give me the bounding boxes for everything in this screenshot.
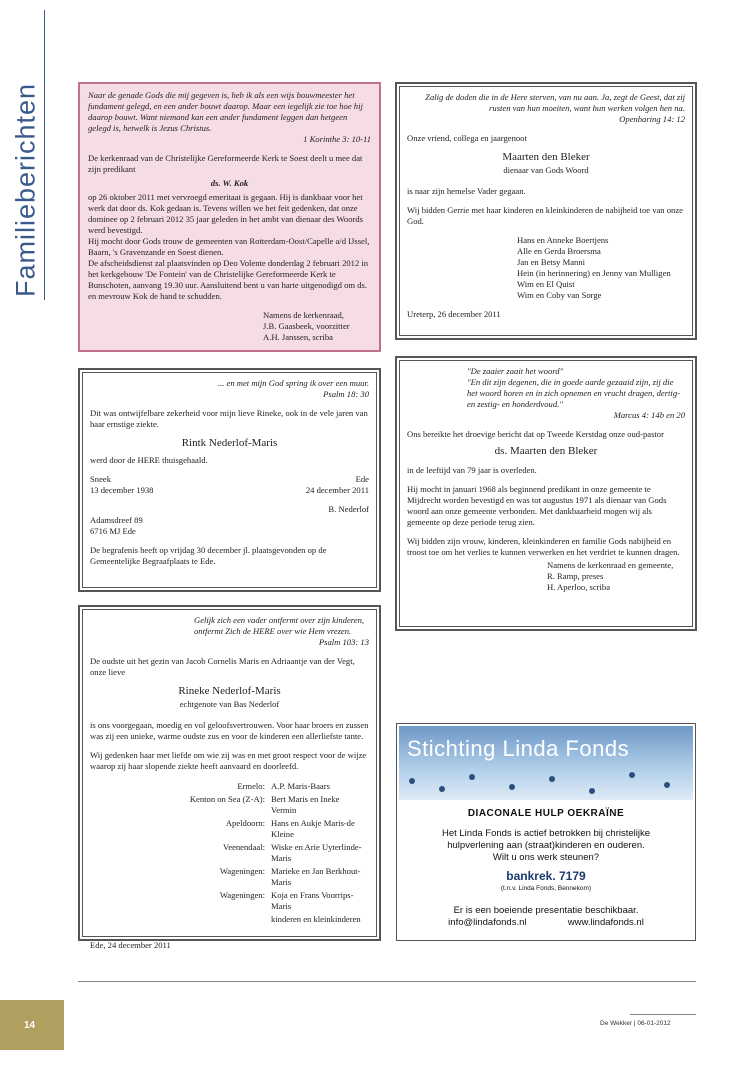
relative-names: Wiske en Arie Uyterlinde-Maris: [271, 842, 362, 863]
flower-icon: [549, 776, 555, 782]
table-row: [90, 817, 369, 841]
bleker2-age: in de leeftijd van 79 jaar is overleden.: [407, 465, 537, 475]
kok-sig-line: A.H. Janssen, scriba: [263, 332, 333, 342]
kok-sig-line: J.B. Gaasbeek, voorzitter: [263, 321, 350, 331]
announcement-kok: [78, 82, 381, 352]
linda-fonds-ad: [396, 723, 696, 941]
bleker2-body: Hij mocht in januari 1968 als beginnend predikant in onze gemeente te Mijdrecht worden bevestigd en was tot augustus 1971 als dienaar van Gods woord aan onze gemeente verbonden. Met dankbaarheid mogen wij als gemeente op deze periode terug zien.: [407, 484, 667, 527]
rintk-quote-ref: Psalm 18: 30: [323, 389, 369, 399]
list-item: Wim en El Quist: [517, 279, 575, 289]
ad-line3: Wilt u ons werk steunen?: [492, 852, 600, 863]
relative-place: Kenton on Sea (Z-A):: [189, 794, 265, 804]
rineke-name: Rineke Nederlof-Maris: [178, 685, 281, 697]
bleker2-sig-line: R. Ramp, preses: [547, 571, 604, 581]
bleker2-name: ds. Maarten den Bleker: [494, 445, 598, 457]
relative-names: Hans en Aukje Maris-de Kleine: [271, 818, 355, 839]
rineke-place-date: Ede, 24 december 2011: [90, 940, 171, 950]
flower-icon: [589, 788, 595, 794]
bleker2-sig-line: Namens de kerkenraad en gemeente,: [547, 560, 674, 570]
ad-email-link[interactable]: info@lindafonds.nl: [448, 917, 527, 928]
announcement-bleker-church: [395, 356, 697, 631]
ad-banner-title: Stichting Linda Fonds: [407, 736, 630, 761]
table-row: [90, 913, 369, 926]
table-row: [90, 889, 369, 913]
relative-place: [90, 913, 268, 926]
bleker1-quote-ref: Openbaring 14: 12: [619, 114, 685, 124]
relative-names: Koja en Frans Voorrips-Maris: [271, 890, 354, 911]
relative-place: Apeldoorn:: [225, 818, 265, 828]
footer-publication: De Wekker | 06-01-2012: [600, 1020, 671, 1027]
ad-bank-sub: (t.n.v. Linda Fonds, Bennekom): [500, 885, 592, 892]
died-place: Ede: [355, 474, 369, 484]
ad-line4: Er is een boeiende presentatie beschikbaar.: [453, 905, 639, 916]
page-number: 14: [0, 1000, 64, 1050]
rineke-relatives: [90, 780, 369, 926]
relative-names: A.P. Maris-Baars: [271, 781, 330, 791]
bleker1-role: dienaar van Gods Woord: [503, 165, 589, 175]
rineke-role: echtgenote van Bas Nederlof: [179, 699, 280, 709]
bleker1-quote: Zalig de doden die in de Here sterven, van nu aan. Ja, zegt de Geest, dat zij rusten van hun moeiten, want hun werken volgen hen na.: [425, 92, 685, 113]
rineke-quote-ref: Psalm 103: 13: [318, 637, 369, 647]
ad-web-link[interactable]: www.lindafonds.nl: [567, 917, 644, 928]
bleker2-intro: Ons bereikte het droevige bericht dat op Tweede Kerstdag onze oud-pastor: [407, 429, 664, 439]
section-title-text: Familieberichten: [10, 82, 41, 298]
flower-icon: [439, 786, 445, 792]
rintk-intro: Dit was ontwijfelbare zekerheid voor mijn lieve Rineke, ook in de vele jaren van haar ernstige ziekte.: [90, 408, 368, 429]
bleker2-body2: Wij bidden zijn vrouw, kinderen, kleinkinderen en familie Gods nabijheid en troost toe om het verlies te kunnen verwerken en het verdriet te kunnen dragen.: [407, 536, 680, 557]
announcement-bleker-friends: [395, 82, 697, 340]
rineke-body2: Wij gedenken haar met liefde om wie zij was en met groot respect voor de wijze waarop zij haar slopende ziekte heeft aanvaard en doorleefd.: [90, 750, 367, 771]
rineke-intro: De oudste uit het gezin van Jacob Cornelis Maris en Adriaantje van der Vegt, onze lieve: [90, 656, 355, 677]
ad-line2: hulpverlening aan (straat)kinderen en ouderen.: [447, 840, 645, 851]
relative-names: kinderen en kleinkinderen: [271, 914, 361, 924]
kok-sig-line: Namens de kerkenraad,: [263, 310, 344, 320]
kok-quote-ref: 1 Korinthe 3: 10-11: [303, 134, 371, 144]
list-item: Hans en Anneke Boertjens: [517, 235, 609, 245]
rintk-quote: ... en met mijn God spring ik over een muur.: [217, 378, 369, 388]
rintk-funeral: De begrafenis heeft op vrijdag 30 december jl. plaatsgevonden op de Gemeentelijke Begraafplaats te Ede.: [90, 545, 327, 566]
flower-icon: [469, 774, 475, 780]
relative-names: Marieke en Jan Berkhout-Maris: [271, 866, 361, 887]
relative-place: Wageningen:: [219, 866, 265, 876]
bleker1-body: is naar zijn hemelse Vader gegaan.: [407, 186, 526, 196]
announcement-rineke: [78, 605, 381, 950]
kok-intro: De kerkenraad van de Christelijke Gereformeerde Kerk te Soest deelt u mee dat zijn predikant: [88, 153, 363, 174]
kok-quote: Naar de genade Gods die mij gegeven is, heb ik als een wijs bouwmeester het fundament gelegd, en een ander bouwt daarop. Maar een iegelijk zie toe hoe hij daarop bouwt. Want niemand kan een ander fundament leggen dan hetgeen gelegd is, hetwelk is Jezus Christus.: [88, 90, 363, 133]
bleker1-place-date: Ureterp, 26 december 2011: [407, 309, 501, 319]
ad-line1: Het Linda Fonds is actief betrokken bij christelijke: [441, 828, 651, 839]
relative-place: Wageningen:: [219, 890, 265, 900]
rintk-dates: [90, 474, 369, 496]
relative-place: Ermelo:: [237, 781, 265, 791]
table-row: [90, 780, 369, 793]
ad-contact: [397, 917, 695, 928]
list-item: Hein (in herinnering) en Jenny van Mulligen: [517, 268, 671, 278]
bleker2-quote-ref: Marcus 4: 14b en 20: [613, 410, 685, 420]
kok-signature: [263, 310, 371, 343]
flower-icon: [664, 782, 670, 788]
bleker2-signature: [547, 560, 685, 593]
bleker1-intro: Onze vriend, collega en jaargenoot: [407, 133, 527, 143]
bleker1-name: Maarten den Bleker: [502, 151, 590, 163]
flower-icon: [509, 784, 515, 790]
ad-banner: [399, 726, 693, 800]
rintk-address2: 6716 MJ Ede: [90, 526, 136, 536]
rintk-body: werd door de HERE thuisgehaald.: [90, 455, 208, 465]
announcement-rintk: [78, 368, 381, 592]
flower-icon: [409, 778, 415, 784]
list-item: Jan en Betsy Manni: [517, 257, 586, 267]
born-place: Sneek: [90, 474, 112, 484]
list-item: Wim en Coby van Sorge: [517, 290, 602, 300]
footer-rule: [78, 981, 696, 982]
flower-icon: [629, 772, 635, 778]
ad-headline: DIACONALE HULP OEKRAÏNE: [467, 808, 625, 819]
kok-body3: De afscheidsdienst zal plaatsvinden op Deo Volente donderdag 2 februari 2012 in het kerkgebouw 'De Fontein' van de Christelijke Gereformeerde Kerk te Bunschoten, aanvang 19.30 uur. Aansluitend bent u van harte uitgenodigd om ds. en mevrouw Kok de hand te schudden.: [88, 258, 369, 301]
table-row: [90, 793, 369, 817]
kok-body: op 26 oktober 2011 met vervroegd emeritaat is gegaan. Hij is dankbaar voor het werk dat door ds. Kok gedaan is. Tevens willen we het feit gedenken, dat onze dominee op 2 februari 2012 35 jaar geleden in het ambt van dienaar des Woords werd bevestigd.: [88, 192, 364, 235]
section-title: [0, 82, 56, 298]
kok-name: ds. W. Kok: [210, 178, 249, 188]
bleker1-names: [517, 235, 685, 301]
rineke-body: is ons voorgegaan, moedig en vol geloofsvertrouwen. Voor haar broers en zussen was zij een unieke, warme oudste zus en voor de kinderen een allerliefste tante.: [90, 720, 369, 741]
born-date: 13 december 1938: [90, 485, 154, 495]
bleker2-quote2: "En dit zijn degenen, die in goede aarde gezaaid zijn, zij die het woord horen en in zich opnemen en vrucht dragen, dertig- en zestig- en honderdvoud.": [467, 377, 680, 409]
bleker1-body2: Wij bidden Gerrie met haar kinderen en kleinkinderen de nabijheid toe van onze God.: [407, 205, 683, 226]
bleker2-sig-line: H. Aperloo, scriba: [547, 582, 611, 592]
table-row: [90, 865, 369, 889]
rineke-quote: Gelijk zich een vader ontfermt over zijn kinderen, ontfermt Zich de HERE over wie Hem vrezen.: [194, 615, 365, 636]
died-date: 24 december 2011: [305, 485, 369, 495]
kok-body2: Hij mocht door Gods trouw de gemeenten van Rotterdam-Oost/Capelle a/d IJssel, Baarn, 's Gravenzande en Soest dienen.: [88, 236, 370, 257]
rintk-address1: Adamsdreef 89: [90, 515, 143, 525]
table-row: [90, 841, 369, 865]
list-item: Alle en Gerda Broersma: [517, 246, 601, 256]
ad-bank: bankrek. 7179: [506, 869, 586, 883]
footer-pub-rule: [630, 1014, 696, 1015]
bleker2-quote1: "De zaaier zaait het woord": [467, 366, 564, 376]
rintk-signer: B. Nederlof: [328, 504, 369, 514]
relative-place: Veenendaal:: [223, 842, 265, 852]
rintk-name: Rintk Nederlof-Maris: [181, 437, 278, 449]
relative-names: Bert Maris en Ineke Vermin: [271, 794, 340, 815]
